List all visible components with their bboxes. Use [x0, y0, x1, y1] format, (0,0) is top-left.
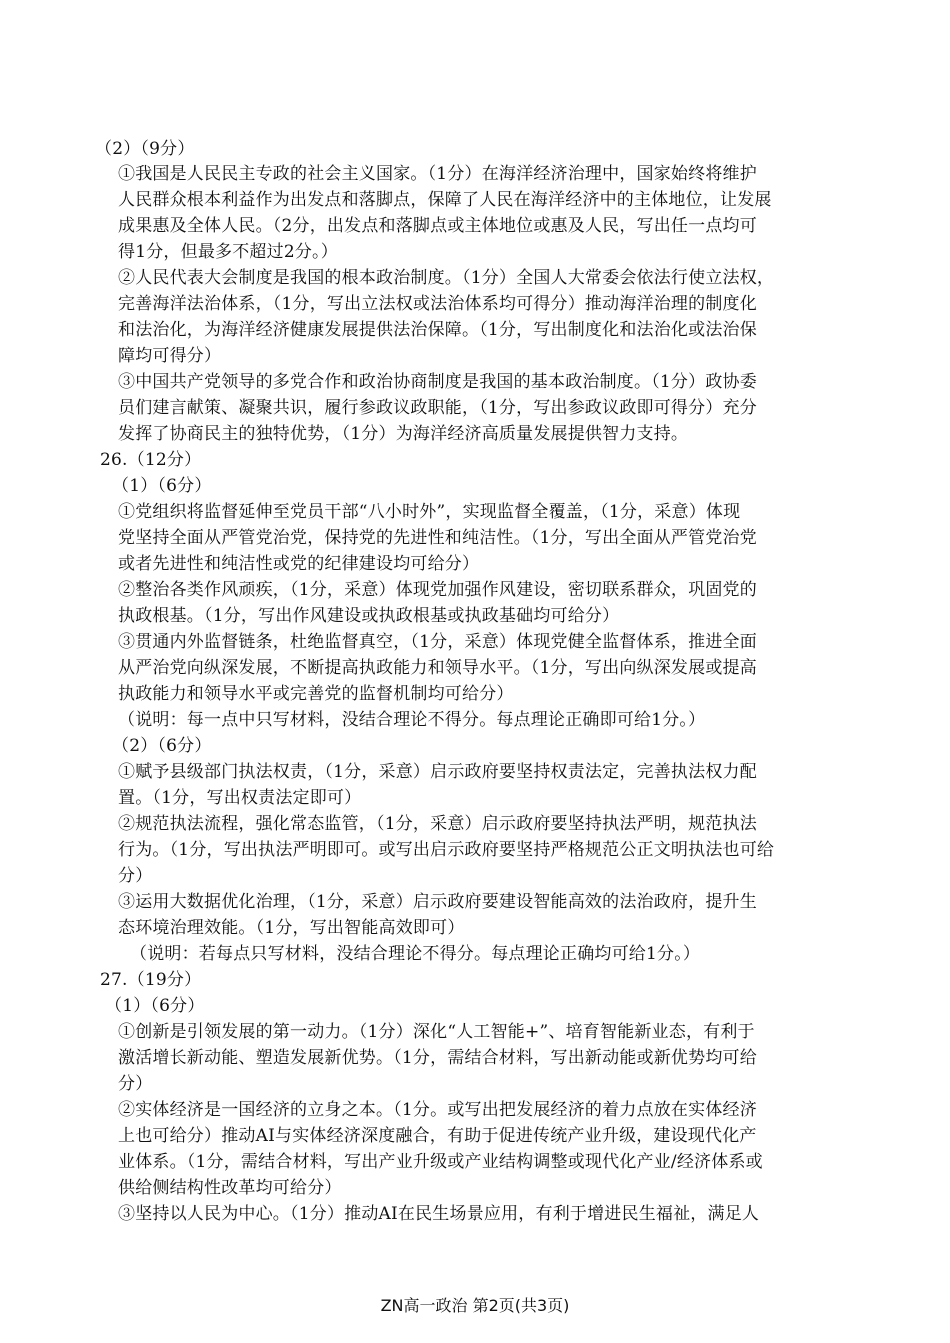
text-line: ②规范执法流程，强化常态监管，（1分，采意）启示政府要坚持执法严明，规范执法 — [118, 814, 757, 834]
text-line: 障均可得分） — [118, 346, 222, 366]
text-line: 从严治党向纵深发展，不断提高执政能力和领导水平。（1分，写出向纵深发展或提高 — [118, 658, 757, 678]
text-line: 执政能力和领导水平或完善党的监督机制均可给分） — [118, 684, 514, 704]
text-line: 分） — [118, 866, 153, 886]
text-line: （2）（6分） — [112, 736, 212, 756]
text-line: 业体系。（1分，需结合材料，写出产业升级或产业结构调整或现代化产业/经济体系或 — [118, 1152, 763, 1172]
text-line: 置。（1分，写出权责法定即可） — [118, 788, 362, 808]
text-line: 人民群众根本利益作为出发点和落脚点，保障了人民在海洋经济中的主体地位，让发展 — [118, 190, 772, 210]
text-line: 和法治化，为海洋经济健康发展提供法治保障。（1分，写出制度化和法治化或法治保 — [118, 320, 757, 340]
text-line: 行为。（1分，写出执法严明即可。或写出启示政府要坚持严格规范公正文明执法也可给 — [118, 840, 775, 860]
text-line: ①我国是人民民主专政的社会主义国家。（1分）在海洋经济治理中，国家始终将维护 — [118, 164, 757, 184]
text-line: 得1分，但最多不超过2分。） — [118, 242, 338, 262]
text-line: ③坚持以人民为中心。（1分）推动AI在民生场景应用，有利于增进民生福祉，满足人 — [118, 1204, 760, 1224]
text-line: 27.（19分） — [100, 970, 202, 990]
page-footer: ZN高一政治 第2页(共3页) — [380, 1296, 570, 1315]
text-line: 员们建言献策、凝聚共识，履行参政议政职能，（1分，写出参政议政即可得分）充分 — [118, 398, 757, 418]
text-line: ②整治各类作风顽疾，（1分，采意）体现党加强作风建设，密切联系群众，巩固党的 — [118, 580, 757, 600]
text-line: ③贯通内外监督链条，杜绝监督真空，（1分，采意）体现党健全监督体系，推进全面 — [118, 632, 757, 652]
text-line: 分） — [118, 1074, 153, 1094]
text-line: ②人民代表大会制度是我国的根本政治制度。（1分）全国人大常委会依法行使立法权， — [118, 268, 775, 288]
text-line: （1）（6分） — [105, 996, 205, 1016]
text-line: 党坚持全面从严管党治党，保持党的先进性和纯洁性。（1分，写出全面从严管党治党 — [118, 528, 757, 548]
text-line: （说明：每一点中只写材料，没结合理论不得分。每点理论正确即可给1分。） — [118, 710, 706, 730]
text-line: 发挥了协商民主的独特优势，（1分）为海洋经济高质量发展提供智力支持。 — [118, 424, 689, 444]
text-line: 执政根基。（1分，写出作风建设或执政根基或执政基础均可给分） — [118, 606, 620, 626]
text-line: ③运用大数据优化治理，（1分，采意）启示政府要建设智能高效的法治政府，提升生 — [118, 892, 757, 912]
text-line: ②实体经济是一国经济的立身之本。（1分。或写出把发展经济的着力点放在实体经济 — [118, 1100, 757, 1120]
text-line: （1）（6分） — [112, 476, 212, 496]
text-line: 态环境治理效能。（1分，写出智能高效即可） — [118, 918, 465, 938]
text-line: 或者先进性和纯洁性或党的纪律建设均可给分） — [118, 554, 480, 574]
text-line: 上也可给分）推动AI与实体经济深度融合，有助于促进传统产业升级，建设现代化产 — [118, 1126, 757, 1146]
text-line: ③中国共产党领导的多党合作和政治协商制度是我国的基本政治制度。（1分）政协委 — [118, 372, 757, 392]
text-line: 26.（12分） — [100, 450, 202, 470]
text-line: 供给侧结构性改革均可给分） — [118, 1178, 342, 1198]
text-line: 成果惠及全体人民。（2分，出发点和落脚点或主体地位或惠及人民，写出任一点均可 — [118, 216, 757, 236]
text-line: （2）（9分） — [95, 139, 195, 159]
text-line: （说明：若每点只写材料，没结合理论不得分。每点理论正确均可给1分。） — [130, 944, 701, 964]
text-line: ①党组织将监督延伸至党员干部“八小时外”，实现监督全覆盖，（1分，采意）体现 — [118, 502, 741, 522]
text-line: 激活增长新动能、塑造发展新优势。（1分，需结合材料，写出新动能或新优势均可给 — [118, 1048, 757, 1068]
text-line: 完善海洋法治体系，（1分，写出立法权或法治体系均可得分）推动海洋治理的制度化 — [118, 294, 757, 314]
text-line: ①创新是引领发展的第一动力。（1分）深化“人工智能+”、培育智能新业态，有利于 — [118, 1022, 755, 1042]
text-line: ①赋予县级部门执法权责，（1分，采意）启示政府要坚持权责法定，完善执法权力配 — [118, 762, 757, 782]
